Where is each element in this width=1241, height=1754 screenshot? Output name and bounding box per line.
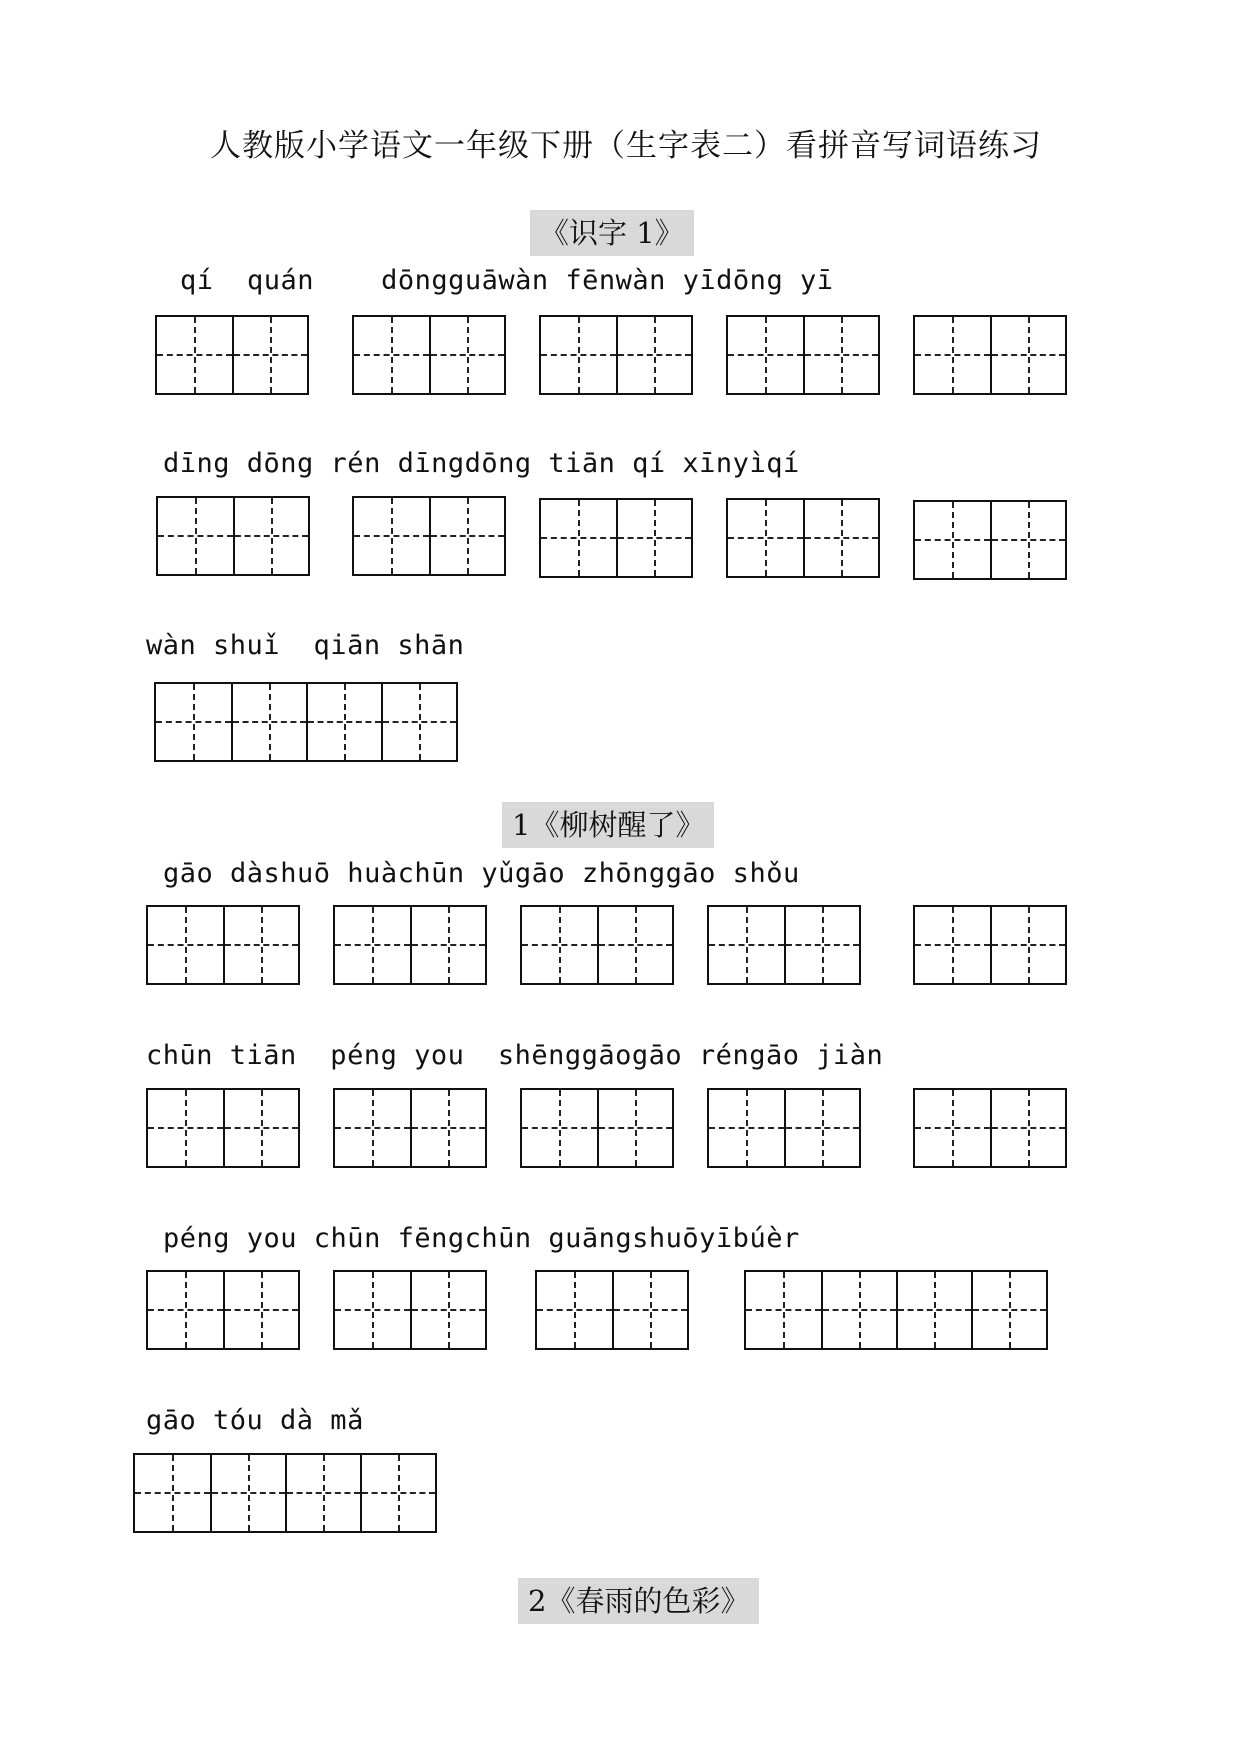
writing-cell[interactable] (541, 500, 616, 576)
writing-cell[interactable] (896, 1272, 971, 1348)
page-title: 人教版小学语文一年级下册（生字表二）看拼音写词语练习 (210, 128, 1042, 164)
character-box-group[interactable] (707, 1088, 861, 1168)
writing-cell[interactable] (335, 907, 410, 983)
writing-cell[interactable] (354, 317, 429, 393)
writing-cell[interactable] (990, 317, 1065, 393)
writing-cell[interactable] (537, 1272, 612, 1348)
writing-cell[interactable] (746, 1272, 821, 1348)
character-box-group[interactable] (744, 1270, 1048, 1350)
character-box-group[interactable] (726, 315, 880, 395)
character-box-group[interactable] (352, 496, 506, 576)
writing-cell[interactable] (233, 498, 308, 574)
writing-cell[interactable] (541, 317, 616, 393)
writing-cell[interactable] (429, 498, 504, 574)
character-box-group[interactable] (539, 498, 693, 578)
writing-cell[interactable] (158, 498, 233, 574)
character-box-group[interactable] (133, 1453, 437, 1533)
writing-cell[interactable] (410, 907, 485, 983)
writing-cell[interactable] (335, 1272, 410, 1348)
writing-cell[interactable] (354, 498, 429, 574)
writing-cell[interactable] (429, 317, 504, 393)
writing-cell[interactable] (223, 907, 298, 983)
character-box-group[interactable] (333, 905, 487, 985)
character-box-group[interactable] (154, 682, 458, 762)
writing-cell[interactable] (821, 1272, 896, 1348)
writing-cell[interactable] (148, 1272, 223, 1348)
writing-cell[interactable] (915, 1090, 990, 1166)
writing-cell[interactable] (612, 1272, 687, 1348)
pinyin-row: chūn tiān péng you shēnggāogāo réngāo jiàn (146, 1040, 884, 1071)
pinyin-row: péng you chūn fēngchūn guāngshuōyībúèr (163, 1223, 800, 1254)
character-box-group[interactable] (535, 1270, 689, 1350)
character-box-group[interactable] (146, 1270, 300, 1350)
writing-cell[interactable] (223, 1090, 298, 1166)
writing-cell[interactable] (285, 1455, 360, 1531)
character-box-group[interactable] (333, 1088, 487, 1168)
character-box-group[interactable] (146, 1088, 300, 1168)
character-box-group[interactable] (146, 905, 300, 985)
writing-cell[interactable] (522, 907, 597, 983)
pinyin-row: qí quán dōngguāwàn fēnwàn yīdōng yī (180, 265, 834, 296)
writing-cell[interactable] (232, 317, 307, 393)
writing-cell[interactable] (522, 1090, 597, 1166)
writing-cell[interactable] (148, 1090, 223, 1166)
writing-cell[interactable] (990, 907, 1065, 983)
writing-cell[interactable] (728, 317, 803, 393)
character-box-group[interactable] (333, 1270, 487, 1350)
writing-cell[interactable] (597, 1090, 672, 1166)
writing-cell[interactable] (135, 1455, 210, 1531)
writing-cell[interactable] (915, 502, 990, 578)
character-box-group[interactable] (520, 1088, 674, 1168)
section-heading-shizi-1: 《识字 1》 (530, 210, 694, 256)
writing-cell[interactable] (990, 502, 1065, 578)
pinyin-row: gāo dàshuō huàchūn yǔgāo zhōnggāo shǒu (163, 858, 800, 889)
writing-cell[interactable] (157, 317, 232, 393)
character-box-group[interactable] (707, 905, 861, 985)
writing-cell[interactable] (709, 1090, 784, 1166)
writing-cell[interactable] (784, 1090, 859, 1166)
writing-cell[interactable] (335, 1090, 410, 1166)
character-box-group[interactable] (156, 496, 310, 576)
writing-cell[interactable] (915, 907, 990, 983)
writing-cell[interactable] (410, 1272, 485, 1348)
writing-cell[interactable] (360, 1455, 435, 1531)
character-box-group[interactable] (913, 315, 1067, 395)
pinyin-row: wàn shuǐ qiān shān (146, 630, 465, 661)
writing-cell[interactable] (915, 317, 990, 393)
writing-cell[interactable] (156, 684, 231, 760)
writing-cell[interactable] (616, 317, 691, 393)
writing-cell[interactable] (306, 684, 381, 760)
character-box-group[interactable] (913, 905, 1067, 985)
writing-cell[interactable] (223, 1272, 298, 1348)
section-heading-lesson-2: 2《春雨的色彩》 (518, 1578, 759, 1624)
character-box-group[interactable] (520, 905, 674, 985)
pinyin-row: gāo tóu dà mǎ (146, 1405, 364, 1436)
character-box-group[interactable] (913, 1088, 1067, 1168)
writing-cell[interactable] (803, 317, 878, 393)
writing-cell[interactable] (709, 907, 784, 983)
writing-cell[interactable] (410, 1090, 485, 1166)
section-heading-lesson-1: 1《柳树醒了》 (502, 802, 714, 848)
pinyin-row: dīng dōng rén dīngdōng tiān qí xīnyìqí (163, 448, 800, 479)
writing-cell[interactable] (784, 907, 859, 983)
writing-cell[interactable] (231, 684, 306, 760)
character-box-group[interactable] (726, 498, 880, 578)
writing-cell[interactable] (148, 907, 223, 983)
writing-cell[interactable] (597, 907, 672, 983)
writing-cell[interactable] (210, 1455, 285, 1531)
writing-cell[interactable] (728, 500, 803, 576)
character-box-group[interactable] (352, 315, 506, 395)
character-box-group[interactable] (913, 500, 1067, 580)
writing-cell[interactable] (803, 500, 878, 576)
character-box-group[interactable] (155, 315, 309, 395)
character-box-group[interactable] (539, 315, 693, 395)
writing-cell[interactable] (990, 1090, 1065, 1166)
writing-cell[interactable] (381, 684, 456, 760)
writing-cell[interactable] (616, 500, 691, 576)
writing-cell[interactable] (971, 1272, 1046, 1348)
